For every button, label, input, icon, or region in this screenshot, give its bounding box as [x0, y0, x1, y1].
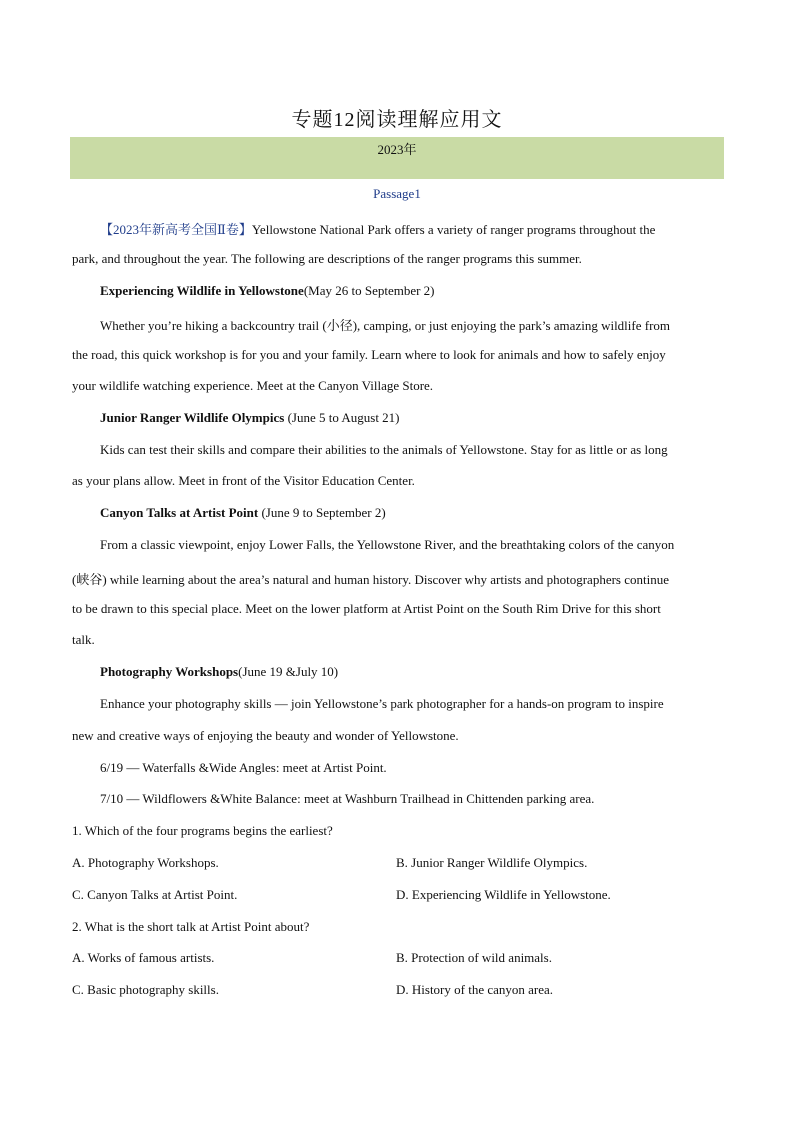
intro-line-1: [100, 219, 722, 238]
paragraph-line: to be drawn to this special place. Meet on the lower platform at Artist Point on the South Rim Drive for this short: [72, 601, 661, 616]
section-dates: (June 19 &July 10): [238, 664, 339, 679]
paragraph-line: Whether you’re hiking a backcountry trail (小径), camping, or just enjoying the park’s amazing wildlife from: [100, 318, 671, 333]
year-label: 2023年: [377, 142, 417, 157]
paragraph-line: talk.: [72, 632, 95, 647]
source-tag: 【2023年新高考全国Ⅱ卷】: [100, 222, 252, 237]
section-title: Junior Ranger Wildlife Olympics: [100, 410, 285, 425]
page-title: 专题12阅读理解应用文: [291, 109, 503, 131]
section-heading-1: [100, 283, 722, 299]
section-dates: (June 5 to August 21): [287, 410, 400, 425]
paragraph-line: Kids can test their skills and compare their abilities to the animals of Yellowstone. Stay for as little or as long: [100, 442, 668, 457]
intro-line-2: park, and throughout the year. The following are descriptions of the ranger programs this summer.: [72, 251, 582, 266]
question-1-option-d: D. Experiencing Wildlife in Yellowstone.: [396, 887, 611, 902]
question-2-option-d: D. History of the canyon area.: [396, 982, 554, 997]
paragraph-line: your wildlife watching experience. Meet at the Canyon Village Store.: [72, 378, 434, 393]
passage-label: Passage1: [373, 186, 421, 201]
paragraph-line: new and creative ways of enjoying the beauty and wonder of Yellowstone.: [72, 728, 459, 743]
year-banner: [70, 137, 724, 179]
question-1-option-b: B. Junior Ranger Wildlife Olympics.: [396, 855, 588, 870]
section-dates: (June 9 to September 2): [261, 505, 386, 520]
question-2-option-a: A. Works of famous artists.: [72, 950, 215, 965]
question-1-option-a: A. Photography Workshops.: [72, 855, 219, 870]
question-2-option-b: B. Protection of wild animals.: [396, 950, 552, 965]
paragraph-line: 6/19 — Waterfalls &Wide Angles: meet at Artist Point.: [100, 760, 387, 775]
question-stem-2: 2. What is the short talk at Artist Point about?: [72, 919, 310, 934]
question-1-option-c: C. Canyon Talks at Artist Point.: [72, 887, 238, 902]
intro-text-1: Yellowstone National Park offers a variety of ranger programs throughout the: [251, 222, 656, 237]
section-title: Canyon Talks at Artist Point: [100, 505, 259, 520]
section-title: Experiencing Wildlife in Yellowstone: [100, 283, 304, 298]
paragraph-line: Enhance your photography skills — join Yellowstone’s park photographer for a hands-on program to inspire: [100, 696, 664, 711]
question-2-option-c: C. Basic photography skills.: [72, 982, 219, 997]
section-heading-3: [100, 505, 722, 521]
question-stem-1: 1. Which of the four programs begins the earliest?: [72, 823, 333, 838]
section-title: Photography Workshops: [100, 664, 239, 679]
paragraph-line: the road, this quick workshop is for you and your family. Learn where to look for animals and how to safely enjoy: [72, 347, 666, 362]
paragraph-line: as your plans allow. Meet in front of the Visitor Education Center.: [72, 473, 415, 488]
paragraph-line: 7/10 — Wildflowers &White Balance: meet at Washburn Trailhead in Chittenden parking area.: [100, 791, 595, 806]
section-heading-4: [100, 664, 722, 680]
paragraph-line: (峡谷) while learning about the area’s natural and human history. Discover why artists and photographers continue: [72, 572, 669, 587]
section-heading-2: [100, 410, 722, 426]
paragraph-line: From a classic viewpoint, enjoy Lower Falls, the Yellowstone River, and the breathtaking colors of the canyon: [100, 537, 675, 552]
section-dates: (May 26 to September 2): [303, 283, 435, 298]
